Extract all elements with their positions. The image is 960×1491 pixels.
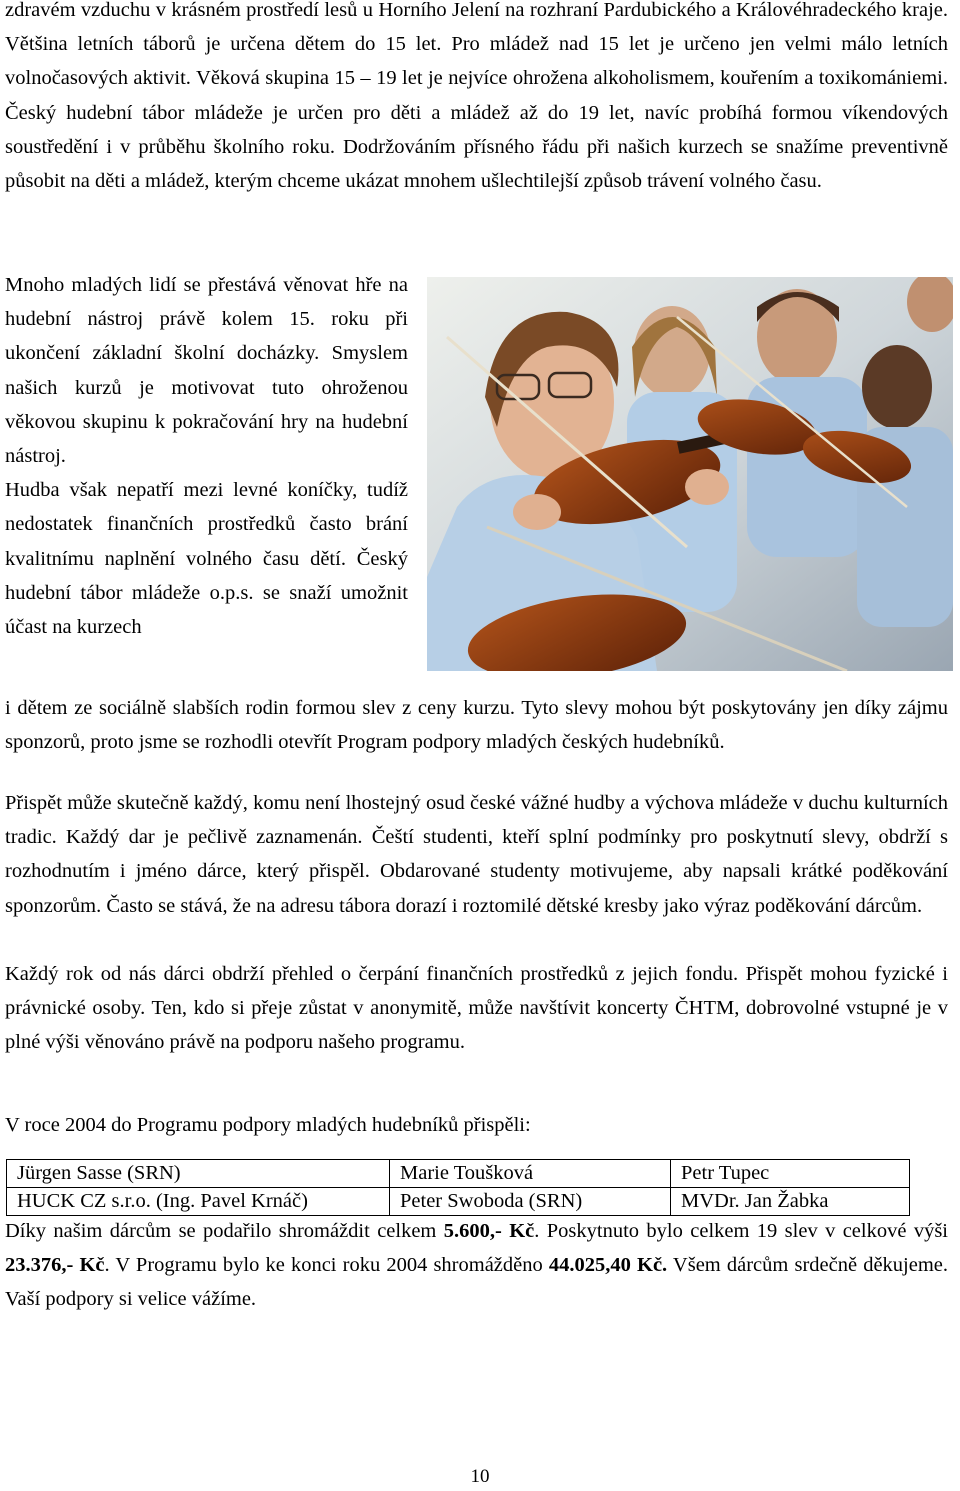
photo-illustration [427,277,953,671]
page-number: 10 [470,1466,490,1487]
paragraph-finance: Hudba však nepatří mezi levné koníčky, tudíž nedostatek finančních prostředků často brání kvalitnímu naplnění volného času dětí. Český hudební tábor mládeže o.p.s. se snaží umožnit účast na kurzech [5,479,408,639]
summary-text: . Poskytnuto bylo celkem 19 slev v celkové výši [534,1220,949,1242]
paragraph-summary [5,1214,948,1317]
summary-text: . V Programu bylo ke konci roku 2004 shromážděno [104,1254,549,1277]
donor-cell: Petr Tupec [671,1160,910,1188]
summary-text: Všem dárcům srdečně děkujeme. Vaší podpory si velice vážíme. [5,1254,949,1311]
paragraph-intro: zdravém vzduchu v krásném prostředí lesů u Horního Jelení na rozhraní Pardubického a Královéhradeckého kraje. Většina letních táborů je určena dětem do 15 let. Pro mládež nad 15 let je určeno jen velmi málo letních volnočasových aktivit. Věková skupina 15 – 19 let je nejvíce ohrožena alkoholismem, kouřením a toxikomániemi. Český hudební tábor mládeže je určen pro děti a mládež až do 19 let, navíc probíhá formou víkendových soustředění i v průběhu školního roku. Dodržováním přísného řádu při našich kurzech se snažíme preventivně působit na děti a mládež, kterým chceme ukázat mnohem ušlechtilejší způsob trávení volného času. [5,0,948,193]
year-end-total: 44.025,40 Kč. [548,1254,668,1277]
paragraph-donors-intro: V roce 2004 do Programu podpory mladých hudebníků přispěli: [5,1114,531,1136]
donor-cell: Peter Swoboda (SRN) [390,1188,671,1216]
violin-students-photo [427,277,953,671]
table-row [7,1160,910,1188]
summary-text: Díky našim dárcům se podařilo shromáždit celkem [5,1220,444,1242]
discount-total: 23.376,- Kč [5,1254,105,1277]
donor-cell: Marie Toušková [390,1160,671,1188]
donor-cell: Jürgen Sasse (SRN) [7,1160,390,1188]
paragraph-discounts: i dětem ze sociálně slabších rodin formou slev z ceny kurzu. Tyto slevy mohou být poskytovány jen díky zájmu sponzorů, proto jsme se rozhodli otevřít Program podpory mladých českých hudebníků. [5,697,948,754]
paragraph-report: Každý rok od nás dárci obdrží přehled o čerpání finančních prostředků z jejich fondu. Přispět mohou fyzické i právnické osoby. Ten, kdo si přeje zůstat v anonymitě, může navštívit koncerty ČHTM, dobrovolné vstupné je v plné výši věnováno právě na podporu našeho programu. [5,963,948,1054]
paragraph-contribute: Přispět může skutečně každý, komu není lhostejný osud české vážné hudby a výchova mládeže v duchu kulturních tradic. Každý dar je pečlivě zaznamenán. Čeští studenti, kteří splní podmínky pro poskytnutí slevy, obdrží s rozhodnutím i jméno dárce, který přispěl. Obdarované studenty motivujeme, aby napsali krátké poděkování sponzorům. Často se stává, že na adresu tábora dorazí i roztomilé dětské kresby jako výraz poděkování dárcům. [5,792,948,917]
table-row [7,1188,910,1216]
donor-cell: HUCK CZ s.r.o. (Ing. Pavel Krnáč) [7,1188,390,1216]
collected-amount: 5.600,- Kč [443,1220,535,1242]
paragraph-wrapped-beside-photo [5,268,408,644]
donor-cell: MVDr. Jan Žabka [671,1188,910,1216]
paragraph-motivation: Mnoho mladých lidí se přestává věnovat hře na hudební nástroj právě kolem 15. roku při ukončení základní školní docházky. Smyslem našich kurzů je motivovat tuto ohroženou věkovou skupinu k pokračování hry na hudební nástroj. [5,274,408,468]
donors-table [6,1159,910,1216]
